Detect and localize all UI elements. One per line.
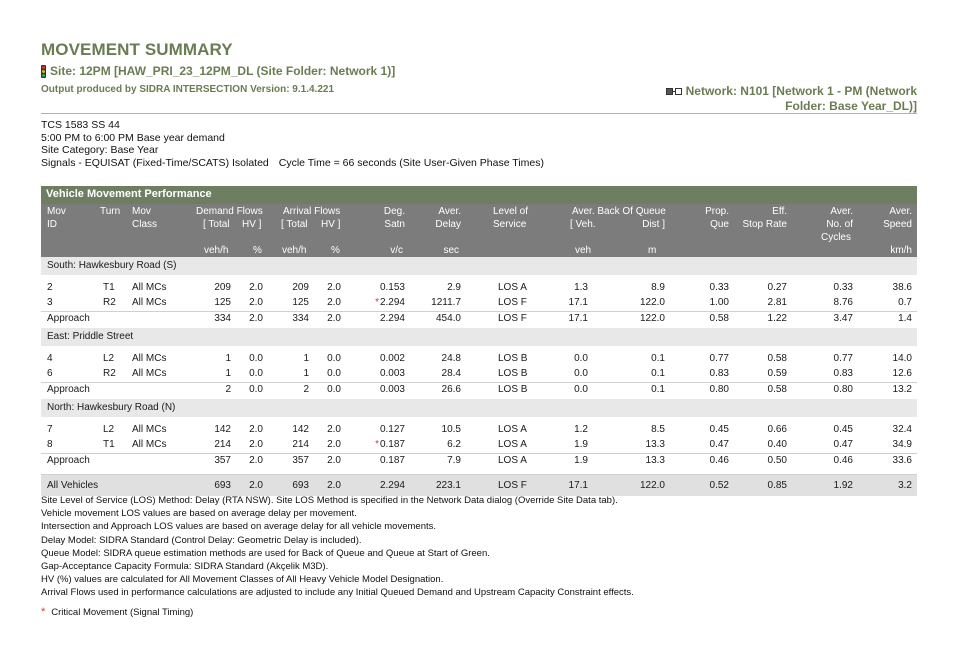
cell-id: Approach <box>47 455 90 466</box>
cell-turn: R2 <box>103 297 116 308</box>
header-rule <box>41 113 917 114</box>
cell-cls: All MCs <box>132 368 167 379</box>
cell-cyc: 8.76 <box>833 297 853 308</box>
info-line-3: Site Category: Base Year <box>41 144 159 156</box>
cell-dist: 13.3 <box>645 455 665 466</box>
cell-eff: 0.66 <box>767 424 787 435</box>
cell-dt: 334 <box>214 313 231 324</box>
cell-dhv: 0.0 <box>249 384 263 395</box>
table-row <box>41 438 917 453</box>
cell-delay: 6.2 <box>447 439 461 450</box>
cell-turn: L2 <box>103 353 115 364</box>
cell-at: 334 <box>292 313 309 324</box>
cell-prop: 0.33 <box>709 282 729 293</box>
output-line: Output produced by SIDRA INTERSECTION Version: 9.1.4.221 <box>41 84 335 95</box>
table-row <box>41 352 917 367</box>
cell-prop: 0.45 <box>709 424 729 435</box>
cell-prop: 0.80 <box>709 384 729 395</box>
cell-cyc: 0.77 <box>833 353 853 364</box>
cell-id: 8 <box>47 439 53 450</box>
cell-los: LOS B <box>498 353 528 364</box>
cell-at: 209 <box>292 282 309 293</box>
cell-veh: 0.0 <box>574 368 588 379</box>
cell-turn: T1 <box>103 439 115 450</box>
cell-dt: 1 <box>225 353 231 364</box>
cell-id: 3 <box>47 297 53 308</box>
table-body <box>41 257 917 496</box>
cell-delay: 454.0 <box>435 313 461 324</box>
traffic-light-icon <box>41 65 46 78</box>
cell-dt: 2 <box>225 384 231 395</box>
cell-at: 125 <box>292 297 309 308</box>
notes <box>41 494 634 600</box>
cell-dt: 693 <box>214 480 231 491</box>
network-icon <box>666 87 682 96</box>
critical-marker: * <box>375 297 379 308</box>
note-line: Gap-Acceptance Capacity Formula: SIDRA Standard (Akçelik M3D). <box>41 561 329 573</box>
legend <box>41 606 193 618</box>
site-label: Site: 12PM [HAW_PRI_23_12PM_DL (Site Folder: Network 1)] <box>50 64 396 78</box>
cell-cyc: 0.80 <box>833 384 853 395</box>
cell-dhv: 2.0 <box>249 455 263 466</box>
cell-satn: 2.294 <box>379 313 405 324</box>
section-header: East: Priddle Street <box>41 328 917 346</box>
cell-dt: 1 <box>225 368 231 379</box>
cell-veh: 1.3 <box>574 282 588 293</box>
cell-prop: 1.00 <box>709 297 729 308</box>
total-row <box>41 474 917 496</box>
site-line <box>41 64 395 78</box>
cell-id: 4 <box>47 353 53 364</box>
cell-dist: 122.0 <box>639 297 665 308</box>
cell-cyc: 0.47 <box>833 439 853 450</box>
cell-dist: 13.3 <box>645 439 665 450</box>
cell-speed: 33.6 <box>892 455 912 466</box>
cell-cyc: 0.45 <box>833 424 853 435</box>
cell-speed: 0.7 <box>898 297 912 308</box>
cell-prop: 0.47 <box>709 439 729 450</box>
table-header <box>41 186 917 257</box>
cell-turn: T1 <box>103 282 115 293</box>
cell-speed: 34.9 <box>892 439 912 450</box>
cell-eff: 0.27 <box>767 282 787 293</box>
cell-eff: 0.85 <box>767 480 787 491</box>
site-info <box>41 119 544 169</box>
cell-los: LOS A <box>498 455 527 466</box>
cell-dist: 0.1 <box>651 384 665 395</box>
cell-dt: 214 <box>214 439 231 450</box>
cell-id: Approach <box>47 313 90 324</box>
cell-ahv: 2.0 <box>327 424 341 435</box>
info-line-2: 5:00 PM to 6:00 PM Base year demand <box>41 131 225 144</box>
cell-prop: 0.58 <box>709 313 729 324</box>
page-title: MOVEMENT SUMMARY <box>41 40 233 59</box>
cell-dt: 357 <box>214 455 231 466</box>
cell-veh: 1.9 <box>574 439 588 450</box>
cell-dhv: 0.0 <box>249 368 263 379</box>
cell-cyc: 0.33 <box>833 282 853 293</box>
cell-los: LOS A <box>498 439 527 450</box>
cell-eff: 0.40 <box>767 439 787 450</box>
cell-eff: 0.58 <box>767 353 787 364</box>
cell-at: 1 <box>303 368 309 379</box>
cell-delay: 10.5 <box>441 424 461 435</box>
cell-ahv: 0.0 <box>327 368 341 379</box>
section-header: North: Hawkesbury Road (N) <box>41 399 917 417</box>
table-row <box>41 367 917 382</box>
cell-cyc: 0.46 <box>833 455 853 466</box>
note-line: Intersection and Approach LOS values are based on average delay for all vehicle movements. <box>41 521 437 533</box>
cell-ahv: 0.0 <box>327 384 341 395</box>
cell-id: Approach <box>47 384 90 395</box>
cell-at: 2 <box>303 384 309 395</box>
cell-ahv: 2.0 <box>327 439 341 450</box>
cell-eff: 1.22 <box>767 313 787 324</box>
cell-satn: 0.003 <box>379 368 405 379</box>
cell-veh: 1.9 <box>574 455 588 466</box>
cell-speed: 32.4 <box>892 424 912 435</box>
cell-ahv: 0.0 <box>327 353 341 364</box>
cell-dist: 122.0 <box>639 480 665 491</box>
approach-row <box>41 382 917 397</box>
cell-veh: 17.1 <box>568 480 588 491</box>
cell-prop: 0.83 <box>709 368 729 379</box>
network-label <box>666 84 917 114</box>
cell-cyc: 0.83 <box>833 368 853 379</box>
cell-id: All Vehicles <box>47 480 99 491</box>
legend-text: Critical Movement (Signal Timing) <box>51 607 194 618</box>
cell-prop: 0.46 <box>709 455 729 466</box>
cell-los: LOS F <box>498 313 527 324</box>
cell-speed: 12.6 <box>892 368 912 379</box>
cell-satn: *2.294 <box>375 297 405 308</box>
cell-dist: 8.5 <box>651 424 665 435</box>
cell-cls: All MCs <box>132 282 167 293</box>
cell-satn: 0.003 <box>379 384 405 395</box>
cell-dist: 122.0 <box>639 313 665 324</box>
cell-delay: 26.6 <box>441 384 461 395</box>
cell-eff: 0.58 <box>767 384 787 395</box>
cell-speed: 13.2 <box>892 384 912 395</box>
cell-eff: 2.81 <box>767 297 787 308</box>
cell-cls: All MCs <box>132 439 167 450</box>
info-line-4: Signals - EQUISAT (Fixed-Time/SCATS) Isolated Cycle Time = 66 seconds (Site User-Given Phase Times) <box>41 156 544 169</box>
cell-ahv: 2.0 <box>327 313 341 324</box>
cell-ahv: 2.0 <box>327 297 341 308</box>
cell-veh: 0.0 <box>574 384 588 395</box>
units-row: veh/h % veh/h % v/c sec veh m km/h <box>204 245 912 256</box>
cell-veh: 0.0 <box>574 353 588 364</box>
header-row-3: Cycles <box>820 232 851 243</box>
table-row <box>41 281 917 296</box>
movement-table <box>41 186 917 496</box>
cell-delay: 28.4 <box>441 368 461 379</box>
cell-los: LOS F <box>498 480 527 491</box>
cell-at: 142 <box>292 424 309 435</box>
cell-ahv: 2.0 <box>327 455 341 466</box>
note-line: Queue Model: SIDRA queue estimation methods are used for Back of Queue and Queue at Start of Green. <box>41 547 490 559</box>
cell-dt: 142 <box>214 424 231 435</box>
cell-delay: 1211.7 <box>431 297 461 308</box>
cell-dhv: 2.0 <box>249 439 263 450</box>
network-line-2: Folder: Base Year_DL)] <box>785 99 917 113</box>
approach-row <box>41 453 917 468</box>
cell-ahv: 2.0 <box>327 480 341 491</box>
info-line-1: TCS 1583 SS 44 <box>41 119 120 131</box>
cell-speed: 14.0 <box>892 353 912 364</box>
cell-cls: All MCs <box>132 353 167 364</box>
cell-cyc: 1.92 <box>833 480 853 491</box>
table-row <box>41 296 917 311</box>
cell-veh: 1.2 <box>574 424 588 435</box>
table-row <box>41 423 917 438</box>
note-line: HV (%) values are calculated for All Movement Classes of All Heavy Vehicle Model Designation. <box>41 574 444 586</box>
approach-row <box>41 311 917 326</box>
cell-los: LOS F <box>498 297 527 308</box>
cell-eff: 0.50 <box>767 455 787 466</box>
cell-speed: 3.2 <box>898 480 912 491</box>
cell-speed: 1.4 <box>898 313 912 324</box>
cell-dhv: 0.0 <box>249 353 263 364</box>
cell-id: 6 <box>47 368 53 379</box>
header-row-2: ID Class [ Total HV ] [ Total HV ] Satn Delay Service [ Veh. Dist ] Que Stop Rate No. of Speed <box>47 219 912 230</box>
cell-dist: 0.1 <box>651 353 665 364</box>
cell-delay: 24.8 <box>441 353 461 364</box>
cell-satn: 2.294 <box>379 480 405 491</box>
cell-turn: R2 <box>103 368 116 379</box>
cell-satn: 0.187 <box>379 455 405 466</box>
note-line: Delay Model: SIDRA Standard (Control Delay: Geometric Delay is included). <box>41 534 362 546</box>
cell-veh: 17.1 <box>568 313 588 324</box>
cell-delay: 2.9 <box>447 282 461 293</box>
cell-dhv: 2.0 <box>249 480 263 491</box>
section-header: South: Hawkesbury Road (S) <box>41 257 917 275</box>
cell-delay: 7.9 <box>447 455 461 466</box>
table-caption: Vehicle Movement Performance <box>41 186 917 204</box>
cell-id: 7 <box>47 424 53 435</box>
cell-los: LOS B <box>498 368 528 379</box>
cell-satn: 0.127 <box>379 424 405 435</box>
note-line: Arrival Flows used in performance calculations are adjusted to include any Initial Queued Demand and Upstream Capacity Constraint effects. <box>41 587 634 599</box>
cell-prop: 0.77 <box>709 353 729 364</box>
note-line: Vehicle movement LOS values are based on average delay per movement. <box>41 508 357 520</box>
cell-cyc: 3.47 <box>833 313 853 324</box>
cell-dhv: 2.0 <box>249 282 263 293</box>
cell-at: 1 <box>303 353 309 364</box>
cell-cls: All MCs <box>132 424 167 435</box>
critical-marker: * <box>375 439 379 450</box>
cell-eff: 0.59 <box>767 368 787 379</box>
cell-dt: 209 <box>214 282 231 293</box>
cell-turn: L2 <box>103 424 115 435</box>
cell-dist: 0.1 <box>651 368 665 379</box>
cell-speed: 38.6 <box>892 282 912 293</box>
cell-satn: *0.187 <box>375 439 405 450</box>
network-line-1: Network: N101 [Network 1 - PM (Network <box>685 84 917 98</box>
cell-dhv: 2.0 <box>249 313 263 324</box>
cycle-time: Cycle Time = 66 seconds (Site User-Given Phase Times) <box>278 156 544 169</box>
cell-satn: 0.002 <box>379 353 405 364</box>
cell-dhv: 2.0 <box>249 297 263 308</box>
cell-los: LOS B <box>498 384 528 395</box>
cell-dist: 8.9 <box>651 282 665 293</box>
cell-dt: 125 <box>214 297 231 308</box>
cell-id: 2 <box>47 282 53 293</box>
cell-at: 693 <box>292 480 309 491</box>
cell-at: 357 <box>292 455 309 466</box>
cell-at: 214 <box>292 439 309 450</box>
cell-veh: 17.1 <box>568 297 588 308</box>
cell-los: LOS A <box>498 282 527 293</box>
cell-prop: 0.52 <box>709 480 729 491</box>
critical-marker: * <box>41 606 46 618</box>
note-line: Site Level of Service (LOS) Method: Delay (RTA NSW). Site LOS Method is specified in the Network Data dialog (Override Site Data tab). <box>41 495 618 506</box>
header-row-1: Mov Turn Mov Demand Flows Arrival Flows Deg. Aver. Level of Aver. Back Of Queue Prop. Eff. Aver. Aver. <box>47 206 912 217</box>
cell-delay: 223.1 <box>435 480 461 491</box>
cell-satn: 0.153 <box>379 282 405 293</box>
cell-los: LOS A <box>498 424 527 435</box>
cell-ahv: 2.0 <box>327 282 341 293</box>
cell-cls: All MCs <box>132 297 167 308</box>
cell-dhv: 2.0 <box>249 424 263 435</box>
